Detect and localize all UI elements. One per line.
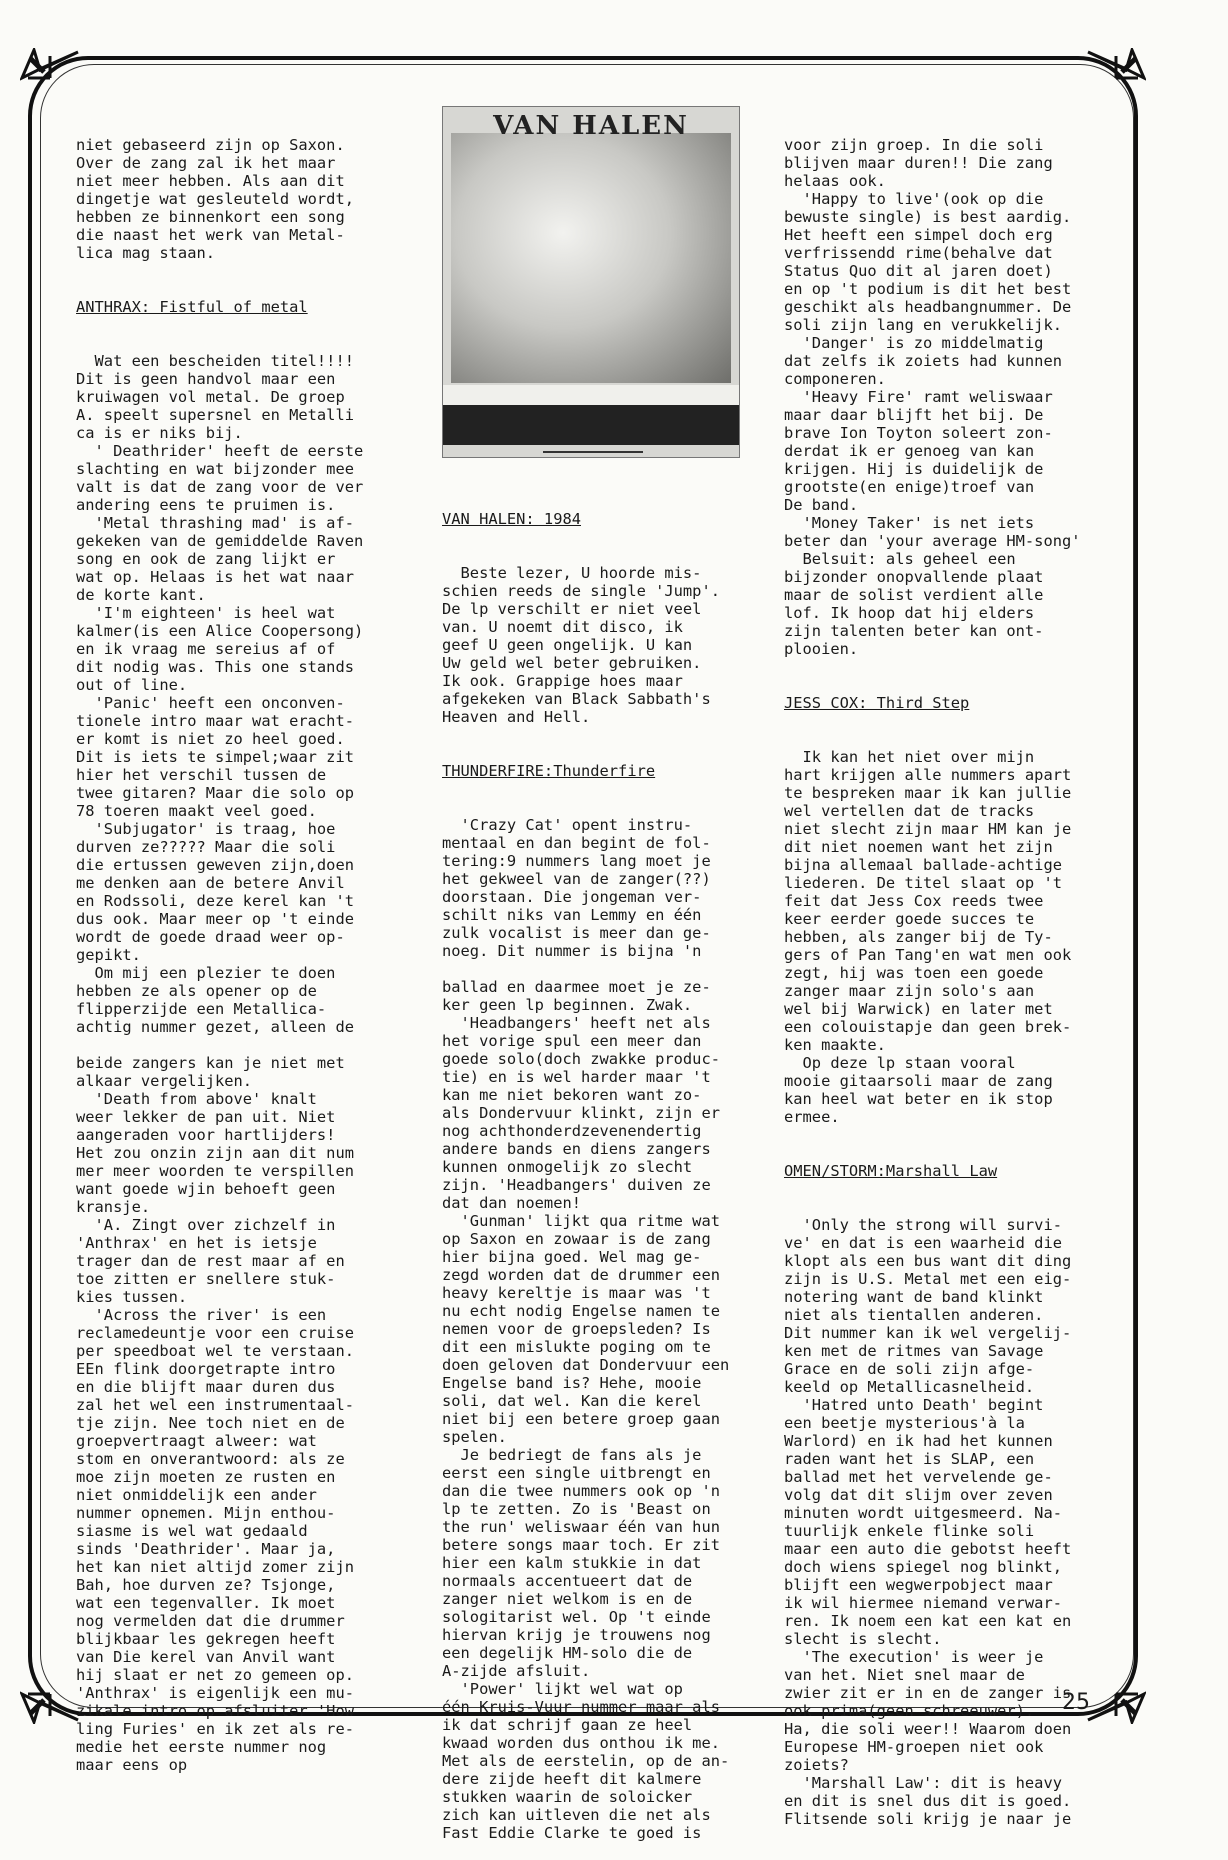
article-column-3	[784, 100, 1124, 1846]
album-cover-strip	[443, 385, 739, 405]
paragraph: Wat een bescheiden titel!!!! Dit is geen handvol maar een kruiwagen vol metal. De groep A. speelt supersnel en Metalli ca is er niks bij. ' Deathrider' heeft de eerste slachting en wat bijzonder mee valt is dat de zang voor de ver andering eens te pruimen is. 'Metal thrashing mad' is af- gekeken van de gemiddelde Raven song en ook de zang lijkt er wat op. Helaas is het wat naar de korte kant. 'I'm eighteen' is heel wat kalmer(is een Alice Coopersong) en ik vraag me sereius af of dit nodig was. This one stands out of line. 'Panic' heeft een onconven- tionele intro maar wat eracht- er komt is niet zo heel goed. Dit is iets te simpel;waar zit hier het verschil tussen de twee gitaren? Maar die solo op 78 toeren maakt veel goed. 'Subjugator' is traag, hoe durven ze????? Maar die soli die ertussen geweven zijn,doen me denken aan de betere Anvil en Rodssoli, deze kerel kan 't dus ook. Maar meer op 't einde wordt de goede draad weer op- gepikt. Om mij een plezier te doen hebben ze als opener op de flipperzijde een Metallica- achtig nummer gezet, alleen de beide zangers kan je niet met alkaar vergelijken. 'Death from above' knalt weer lekker de pan uit. Niet aangeraden voor hartlijders! Het zou onzin zijn aan dit num mer meer woorden te verspillen want goede wjin behoeft geen kransje. 'A. Zingt over zichzelf in 'Anthrax' en het is ietsje trager dan de rest maar af en toe zitten er snellere stuk- kies tussen. 'Across the river' is een reclamedeuntje voor een cruise per speedboat wel te verstaan. EEn flink doorgetrapte intro en die blijft maar duren dus zal het wel een instrumentaal- tje zijn. Nee toch niet en de groepvertraagt alweer: wat stom en onverantwoord: als ze moe zijn moeten ze rusten en niet onmiddelijk een ander nummer opnemen. Mijn enthou- siasme is wel wat gedaald sinds 'Deathrider'. Maar ja, het kan niet altijd zomer zijn Bah, hoe durven ze? Tsjonge, wat een tegenvaller. Ik moet nog vermelden dat die drummer blijkbaar les gekregen heeft van Die kerel van Anvil want hij slaat er net zo gemeen op. 'Anthrax' is eigenlijk een mu- zikale intro op afsluiter 'How ling Furies' en ik zet als re- medie het eerste nummer nog maar eens op	[76, 352, 364, 1774]
album-cover-photo	[451, 133, 731, 383]
paragraph: 'Only the strong will survi- ve' en dat is een waarheid die klopt als een bus want dit ding zijn is U.S. Metal met een eig- notering want de band klinkt niet als tientallen anderen. Dit nummer kan ik wel vergelij- ken met de ritmes van Savage Grace en de soli zijn afge- keeld op Metallicasnelheid. 'Hatred unto Death' begint een beetje mysterious'à la Warlord) en ik had het kunnen raden want het is SLAP, een ballad met het vervelende ge- volg dat dit slijm over zeven minuten wordt uitgesmeerd. Na- tuurlijk enkele flinke soli maar een auto die gebotst heeft doch wiens spiegel nog blinkt, blijft een wegwerpobject maar ik wil hiermee niemand verwar- ren. Ik noem een kat een kat en slecht is slecht. 'The execution' is weer je van het. Niet snel maar de zwier zit er in en de zanger is ook prima(geen schreeuwer). Ha, die soli weer!! Waarom doen Europese HM-groepen niet ook zoiets? 'Marshall Law': dit is heavy en dit is snel dus dit is goed. Flitsende soli krijg je naar je	[784, 1216, 1072, 1828]
album-cover-rule	[543, 451, 643, 453]
album-cover-image	[442, 106, 740, 458]
article-column-1	[76, 100, 414, 1792]
album-cover-dark-strip	[443, 405, 739, 445]
paragraph: 'Crazy Cat' opent instru- mentaal en dan begint de fol- tering:9 nummers lang moet je het gekweel van de zanger(??) doorstaan. Die jongeman ver- schilt niks van Lemmy en één zulk vocalist is meer dan ge- noeg. Dit nummer is bijna 'n ballad en daarmee moet je ze- ker geen lp beginnen. Zwak. 'Headbangers' heeft net als het vorige spul een meer dan goede solo(doch zwakke produc- tie) en is wel harder maar 't kan me niet bekoren want zo- als Dondervuur klinkt, zijn er nog achthonderdzevenendertig andere bands en diens zangers kunnen onmogelijk zo slecht zijn. 'Headbangers' duiven ze dat dan noemen! 'Gunman' lijkt qua ritme wat op Saxon en zowaar is de zang hier bijna goed. Wel mag ge- zegd worden dat de drummer een heavy kereltje is maar was 't nu echt nodig Engelse namen te nemen voor de groepsleden? Is dit een mislukte poging om te doen geloven dat Dondervuur een Engelse band is? Hehe, mooie soli, dat wel. Kan die kerel niet bij een betere groep gaan spelen. Je bedriegt de fans als je eerst een single uitbrengt en dan die twee nummers ook op 'n lp te zetten. Zo is 'Beast on the run' weliswaar één van hun betere songs maar toch. Er zit hier een kalm stukkie in dat normaals accentueert dat de zanger niet welkom is en de sologitarist wel. Op 't einde hiervan krijg je trouwens nog een degelijk HM-solo die de A-zijde afsluit. 'Power' lijkt wel wat op één Kruis-Vuur nummer maar als ik dat schrijf gaan ze heel kwaad worden dus onthou ik me. Met als de eerstelin, op de an- dere zijde heeft dit kalmere stukken waarin de soloicker zich kan uitleven die net als Fast Eddie Clarke te goed is	[442, 816, 730, 1842]
paragraph: voor zijn groep. In die soli blijven maar duren!! Die zang helaas ook. 'Happy to live'(ook op die bewuste single) is best aardig. Het heeft een simpel doch erg verfrissendd rime(behalve dat Status Quo dit al jaren doet) en op 't podium is dit het best geschikt als headbangnummer. De soli zijn lang en verukkelijk. 'Danger' is zo middelmatig dat zelfs ik zoiets had kunnen componeren. 'Heavy Fire' ramt weliswaar maar daar blijft het bij. De brave Ion Toyton soleert zon- derdat ik er genoeg van kan krijgen. Hij is duidelijk de grootste(en enige)troef van De band. 'Money Taker' is net iets beter dan 'your average HM-song' Belsuit: als geheel een bijzonder onopvallende plaat maar de solist verdient alle lof. Ik hoop dat hij elders zijn talenten beter kan ont- plooien.	[784, 136, 1081, 658]
article-column-2	[442, 474, 762, 1860]
corner-ornament-icon	[1086, 48, 1146, 108]
paragraph: niet gebaseerd zijn op Saxon. Over de zang zal ik het maar niet meer hebben. Als aan dit dingetje wat gesleuteld wordt, hebben ze binnenkort een song die naast het werk van Metal- lica mag staan.	[76, 136, 354, 262]
review-heading-thunderfire: THUNDERFIRE:Thunderfire	[442, 762, 656, 780]
review-heading-jess-cox: JESS COX: Third Step	[784, 694, 970, 712]
page-number: 25	[1062, 1690, 1090, 1715]
paragraph: Beste lezer, U hoorde mis- schien reeds de single 'Jump'. De lp verschilt er niet veel van. U noemt dit disco, ik geef U geen ongelijk. U kan Uw geld wel beter gebruiken. Ik ook. Grappige hoes maar afgekeken van Black Sabbath's Heaven and Hell.	[442, 564, 720, 726]
paragraph: Ik kan het niet over mijn hart krijgen alle nummers apart te bespreken maar ik kan jullie wel vertellen dat de tracks niet slecht zijn maar HM kan je dit niet noemen want het zijn bijna allemaal ballade-achtige liederen. De titel slaat op 't feit dat Jess Cox reeds twee keer eerder goede succes te hebben, als zanger bij de Ty- gers of Pan Tang'en wat men ook zegt, hij was toen een goede zanger maar zijn solo's aan wel bij Warwick) en later met een colouistapje dan geen brek- ken maakte. Op deze lp staan vooral mooie gitaarsoli maar de zang kan heel wat beter en ik stop ermee.	[784, 748, 1072, 1126]
corner-ornament-icon	[20, 48, 80, 108]
album-cover-band-name: VAN HALEN	[493, 111, 689, 141]
review-heading-omen-storm: OMEN/STORM:Marshall Law	[784, 1162, 998, 1180]
corner-ornament-icon	[20, 1664, 80, 1724]
review-heading-anthrax: ANTHRAX: Fistful of metal	[76, 298, 308, 316]
review-heading-van-halen: VAN HALEN: 1984	[442, 510, 581, 528]
